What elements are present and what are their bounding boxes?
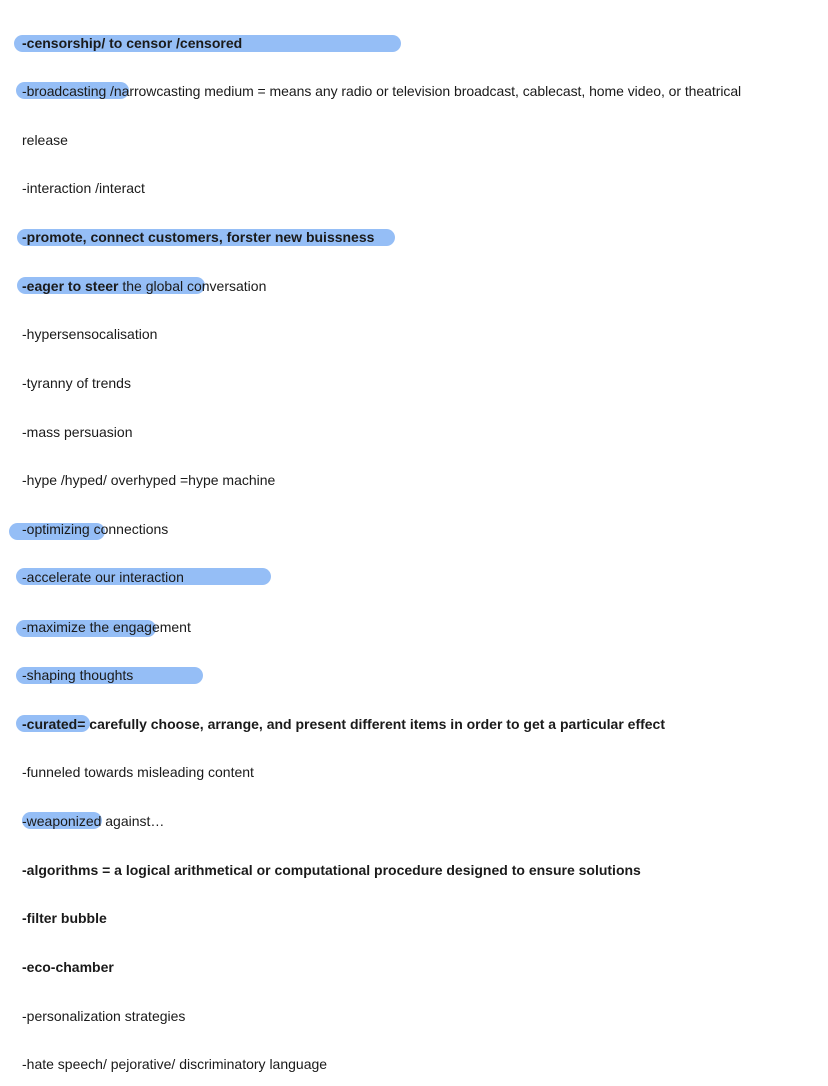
note-eager-to-steer-bold: -eager to steer <box>22 278 119 294</box>
note-maximize-engagement: -maximize the engagement <box>22 619 191 635</box>
note-mass-persuasion: -mass persuasion <box>22 424 133 440</box>
note-promote: -promote, connect customers, forster new buissness <box>22 229 375 245</box>
note-accelerate-interaction: -accelerate our interaction <box>22 569 184 585</box>
note-censorship: -censorship/ to censor /censored <box>22 35 243 51</box>
note-hype: -hype /hyped/ overhyped =hype machine <box>22 472 276 488</box>
note-funneled: -funneled towards misleading content <box>22 764 254 780</box>
note-filter-bubble: -filter bubble <box>22 910 107 926</box>
note-hate-speech: -hate speech/ pejorative/ discriminatory language <box>22 1056 328 1072</box>
note-shaping-thoughts: -shaping thoughts <box>22 667 134 683</box>
note-eco-chamber: -eco-chamber <box>22 959 114 975</box>
note-weaponized: -weaponized against… <box>22 813 165 829</box>
note-tyranny-of-trends: -tyranny of trends <box>22 375 131 391</box>
note-curated: -curated= carefully choose, arrange, and present different items in order to get a particular effect <box>22 716 666 732</box>
note-hypersensocalisation: -hypersensocalisation <box>22 326 158 342</box>
note-interaction: -interaction /interact <box>22 180 145 196</box>
note-broadcasting-continued: release <box>22 132 68 148</box>
note-broadcasting: -broadcasting /narrowcasting medium = means any radio or television broadcast, cablecast, home video, or theatrical <box>22 83 742 99</box>
note-personalization-strategies: -personalization strategies <box>22 1008 186 1024</box>
note-algorithms: -algorithms = a logical arithmetical or computational procedure designed to ensure solutions <box>22 862 641 878</box>
note-optimizing-connections: -optimizing connections <box>22 521 169 537</box>
note-eager-to-steer-rest: the global conversation <box>118 278 267 294</box>
note-eager-to-steer <box>22 277 798 295</box>
